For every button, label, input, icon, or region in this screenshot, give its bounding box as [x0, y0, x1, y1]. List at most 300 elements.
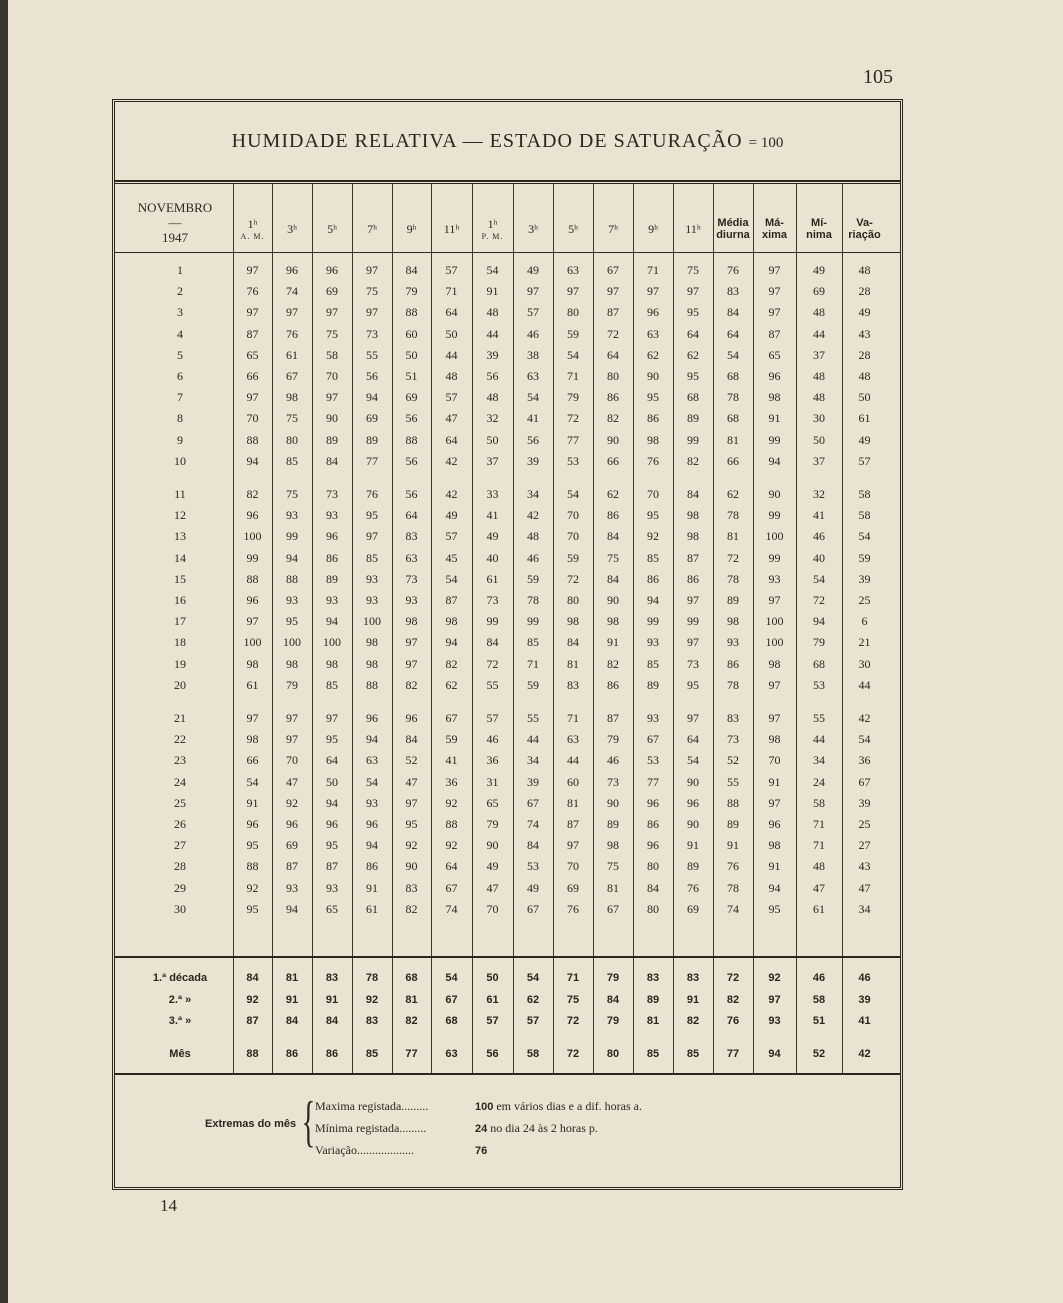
table-cell: 79: [607, 732, 619, 747]
table-cell: 94: [647, 593, 659, 607]
table-cell: 98: [246, 656, 259, 671]
table-cell: 86: [687, 571, 699, 586]
table-cell: 43: [858, 859, 871, 874]
table-cell: 85: [527, 635, 539, 650]
table-cell: 90: [647, 369, 659, 383]
table-cell: 71: [813, 838, 825, 853]
table-cell: 57: [445, 390, 458, 405]
table-cell: 44: [813, 326, 825, 341]
table-cell: 70: [567, 508, 579, 523]
column-header-hour: 5ʰ: [568, 221, 578, 236]
table-cell: 67: [445, 711, 458, 725]
table-cell: 87: [286, 859, 298, 874]
table-cell: 49: [858, 432, 871, 447]
table-cell: 96: [246, 817, 259, 831]
day-label: 23: [174, 753, 186, 768]
day-label: 11: [174, 487, 186, 501]
table-cell: 97: [687, 711, 699, 725]
table-cell: 84: [607, 571, 619, 586]
table-cell: 54: [567, 487, 579, 501]
table-cell: 64: [445, 859, 458, 874]
table-cell: 63: [366, 753, 378, 768]
table-cell: 80: [647, 901, 659, 916]
table-cell: 54: [486, 263, 499, 277]
table-cell: 70: [246, 411, 259, 426]
table-cell: 73: [366, 326, 378, 341]
table-cell: 45: [445, 550, 458, 565]
var-label: Variação...................: [315, 1143, 414, 1157]
table-cell: 54: [567, 347, 579, 362]
summary-cell: 93: [768, 1015, 781, 1027]
table-cell: 56: [405, 453, 418, 468]
table-cell: 36: [445, 774, 458, 789]
summary-cell: 56: [486, 1048, 499, 1060]
table-cell: 96: [768, 369, 781, 383]
table-cell: 42: [858, 711, 871, 725]
table-cell: 34: [527, 487, 539, 501]
summary-cell: 68: [405, 972, 418, 984]
table-cell: 96: [326, 529, 338, 544]
table-cell: 77: [366, 453, 378, 468]
table-cell: 72: [567, 411, 579, 426]
table-cell: 64: [687, 326, 699, 341]
table-cell: 46: [813, 529, 825, 544]
table-cell: 51: [405, 369, 418, 383]
table-cell: 97: [607, 284, 619, 299]
table-cell: 95: [687, 677, 699, 692]
table-cell: 86: [607, 390, 619, 405]
table-cell: 83: [727, 284, 739, 299]
column-header-sub: diurna: [716, 229, 750, 241]
table-cell: 98: [768, 838, 781, 853]
table-cell: 93: [366, 571, 378, 586]
table-cell: 48: [486, 390, 499, 405]
day-label: 8: [177, 411, 183, 426]
table-cell: 57: [858, 453, 871, 468]
table-cell: 28: [858, 284, 871, 299]
table-cell: 76: [647, 453, 659, 468]
table-cell: 85: [647, 656, 659, 671]
table-cell: 32: [486, 411, 499, 426]
table-cell: 93: [326, 593, 338, 607]
summary-cell: 86: [325, 1048, 339, 1060]
table-cell: 57: [527, 305, 539, 320]
table-cell: 70: [326, 369, 338, 383]
table-cell: 58: [326, 347, 338, 362]
table-cell: 48: [527, 529, 539, 544]
table-cell: 37: [813, 453, 825, 468]
table-cell: 97: [768, 677, 781, 692]
table-cell: 94: [246, 453, 259, 468]
table-cell: 86: [647, 571, 659, 586]
table-cell: 67: [445, 880, 458, 895]
table-cell: 80: [286, 432, 298, 447]
table-cell: 68: [727, 369, 739, 383]
table-cell: 97: [246, 305, 259, 320]
day-label: 25: [174, 795, 186, 810]
summary-label: 3.ª »: [168, 1015, 192, 1027]
table-cell: 56: [527, 432, 539, 447]
table-cell: 84: [326, 453, 338, 468]
month-label: NOVEMBRO: [137, 200, 213, 215]
table-cell: 62: [727, 487, 739, 501]
table-cell: 21: [858, 635, 871, 650]
table-cell: 98: [366, 635, 378, 650]
table-cell: 70: [567, 529, 579, 544]
day-label: 15: [174, 571, 186, 586]
table-cell: 69: [286, 838, 298, 853]
day-label: 30: [174, 901, 186, 916]
table-cell: 57: [445, 263, 458, 277]
table-cell: 69: [567, 880, 579, 895]
column-header-sub: riação: [848, 229, 881, 241]
table-cell: 89: [727, 817, 739, 831]
summary-cell: 51: [812, 1015, 826, 1027]
summary-cell: 79: [606, 1015, 620, 1027]
table-cell: 59: [567, 550, 579, 565]
table-cell: 97: [286, 732, 298, 747]
table-cell: 75: [607, 859, 619, 874]
day-label: 14: [174, 550, 186, 565]
table-cell: 99: [768, 550, 781, 565]
summary-cell: 83: [646, 972, 660, 984]
table-cell: 28: [858, 347, 871, 362]
table-cell: 48: [858, 263, 871, 277]
table-cell: 96: [687, 795, 699, 810]
book-page: [8, 0, 1063, 1303]
day-label: 17: [174, 614, 186, 629]
summary-cell: 42: [858, 1048, 871, 1060]
table-cell: 99: [647, 614, 659, 629]
summary-cell: 54: [445, 972, 458, 984]
table-cell: 55: [727, 774, 739, 789]
summary-cell: 91: [686, 994, 700, 1006]
table-cell: 77: [567, 432, 579, 447]
column-header-hour: Má-: [765, 217, 784, 229]
summary-cell: 57: [526, 1015, 540, 1027]
table-cell: 65: [246, 347, 259, 362]
table-cell: 47: [813, 880, 825, 895]
summary-cell: 61: [486, 994, 499, 1006]
table-cell: 97: [527, 284, 539, 299]
summary-cell: 52: [812, 1048, 826, 1060]
table-cell: 97: [326, 711, 338, 725]
min-label: Mínima registada.........: [315, 1121, 427, 1135]
table-cell: 55: [486, 677, 499, 692]
day-label: 18: [174, 635, 186, 650]
table-cell: 66: [246, 753, 259, 768]
column-header-sub: nima: [806, 229, 832, 241]
summary-label: 1.ª década: [152, 972, 208, 984]
table-cell: 94: [286, 550, 298, 565]
table-cell: 76: [366, 487, 378, 501]
summary-cell: 83: [686, 972, 700, 984]
table-cell: 58: [858, 487, 871, 501]
table-cell: 91: [768, 411, 781, 426]
table-cell: 86: [607, 508, 619, 523]
table-cell: 96: [647, 795, 659, 810]
summary-cell: 80: [606, 1048, 620, 1060]
table-cell: 66: [246, 369, 259, 383]
table-frame: [112, 99, 903, 1190]
summary-cell: 92: [768, 972, 781, 984]
table-cell: 97: [405, 795, 418, 810]
table-cell: 63: [527, 369, 539, 383]
table-cell: 74: [286, 284, 298, 299]
table-cell: 84: [405, 263, 418, 277]
table-cell: 100: [363, 614, 381, 629]
table-cell: 83: [567, 677, 579, 692]
table-cell: 72: [486, 656, 499, 671]
table-cell: 91: [486, 284, 499, 299]
column-header-sub: xima: [761, 229, 788, 241]
table-cell: 63: [647, 326, 659, 341]
day-label: 21: [174, 711, 186, 725]
day-label: 27: [174, 838, 186, 853]
table-cell: 34: [813, 753, 825, 768]
table-cell: 54: [366, 774, 378, 789]
table-cell: 88: [405, 432, 418, 447]
summary-bottom-rule: [115, 1073, 900, 1075]
table-cell: 97: [768, 795, 781, 810]
summary-cell: 46: [858, 972, 871, 984]
table-cell: 98: [286, 390, 298, 405]
page-number: 105: [863, 66, 893, 88]
table-cell: 97: [768, 284, 781, 299]
table-cell: 97: [405, 656, 418, 671]
summary-cell: 85: [686, 1048, 700, 1060]
table-cell: 57: [445, 529, 458, 544]
summary-cell: 58: [812, 994, 826, 1006]
table-cell: 99: [687, 614, 699, 629]
table-cell: 90: [607, 432, 619, 447]
table-cell: 97: [326, 305, 338, 320]
table-cell: 92: [647, 529, 659, 544]
column-header: [352, 203, 392, 255]
table-cell: 64: [607, 347, 619, 362]
table-cell: 83: [405, 880, 418, 895]
table-cell: 89: [326, 432, 338, 447]
table-cell: 68: [687, 390, 699, 405]
table-cell: 84: [727, 305, 739, 320]
table-cell: 49: [813, 263, 825, 277]
day-label: 29: [174, 880, 186, 895]
table-cell: 56: [405, 411, 418, 426]
table-cell: 81: [567, 795, 579, 810]
table-cell: 70: [567, 859, 579, 874]
title-text: HUMIDADE RELATIVA — ESTADO DE SATURAÇÃO: [231, 130, 743, 152]
column-header-hour: 7ʰ: [608, 221, 618, 236]
table-cell: 98: [768, 656, 781, 671]
table-cell: 74: [527, 817, 539, 831]
table-cell: 67: [607, 901, 619, 916]
table-cell: 74: [727, 901, 739, 916]
table-cell: 47: [486, 880, 499, 895]
table-cell: 41: [527, 411, 539, 426]
table-cell: 87: [687, 550, 699, 565]
table-cell: 54: [858, 732, 871, 747]
min-note: no dia 24 às 2 horas p.: [490, 1121, 598, 1135]
table-cell: 66: [607, 453, 619, 468]
table-cell: 84: [405, 732, 418, 747]
table-cell: 68: [727, 411, 739, 426]
table-cell: 66: [727, 453, 739, 468]
table-cell: 63: [567, 263, 579, 277]
table-cell: 65: [768, 347, 781, 362]
table-cell: 90: [607, 593, 619, 607]
summary-cell: 97: [768, 994, 781, 1006]
table-cell: 97: [567, 284, 579, 299]
summary-cell: 41: [858, 1015, 871, 1027]
table-cell: 64: [326, 753, 338, 768]
summary-cell: 68: [445, 1015, 458, 1027]
table-cell: 61: [366, 901, 378, 916]
table-cell: 87: [607, 305, 619, 320]
table-cell: 87: [326, 859, 338, 874]
table-cell: 99: [527, 614, 539, 629]
table-cell: 43: [858, 326, 871, 341]
table-cell: 53: [647, 753, 659, 768]
table-cell: 87: [607, 711, 619, 725]
table-cell: 44: [527, 732, 539, 747]
table-cell: 97: [687, 635, 699, 650]
table-cell: 96: [246, 593, 259, 607]
table-cell: 94: [366, 838, 378, 853]
column-header-hour: Va-: [856, 217, 873, 229]
table-cell: 93: [286, 593, 298, 607]
table-cell: 100: [243, 635, 262, 650]
table-cell: 25: [858, 817, 871, 831]
table-cell: 81: [567, 656, 579, 671]
table-cell: 79: [405, 284, 418, 299]
table-cell: 49: [527, 263, 539, 277]
table-cell: 84: [527, 838, 539, 853]
table-cell: 88: [727, 795, 739, 810]
day-label: 4: [177, 326, 183, 341]
table-cell: 76: [246, 284, 259, 299]
table-cell: 76: [286, 326, 298, 341]
table-cell: 83: [405, 529, 418, 544]
table-cell: 90: [607, 795, 619, 810]
footer-number: 14: [160, 1196, 177, 1215]
table-cell: 97: [246, 614, 259, 629]
table-cell: 53: [527, 859, 539, 874]
table-cell: 44: [486, 326, 499, 341]
table-cell: 97: [286, 711, 298, 725]
table-cell: 95: [647, 508, 659, 523]
day-label: 20: [174, 677, 186, 692]
table-cell: 47: [445, 411, 458, 426]
table-cell: 64: [687, 732, 699, 747]
table-cell: 98: [246, 732, 259, 747]
table-cell: 48: [858, 369, 871, 383]
summary-cell: 81: [285, 972, 299, 984]
table-cell: 95: [687, 369, 699, 383]
column-header: [513, 203, 553, 255]
table-cell: 88: [405, 305, 418, 320]
table-cell: 55: [813, 711, 825, 725]
column-header-hour: Mí-: [811, 217, 827, 229]
table-cell: 87: [445, 593, 458, 607]
table-cell: 54: [445, 571, 458, 586]
var-value-line: [475, 1142, 487, 1158]
table-cell: 95: [366, 508, 378, 523]
table-cell: 69: [326, 284, 338, 299]
table-cell: 89: [366, 432, 378, 447]
table-cell: 78: [727, 677, 739, 692]
summary-cell: 84: [325, 1015, 339, 1027]
extremes-title: Extremas do mês: [205, 1118, 297, 1130]
table-cell: 93: [366, 795, 378, 810]
table-cell: 75: [286, 411, 298, 426]
table-cell: 72: [567, 571, 579, 586]
table-cell: 56: [486, 369, 499, 383]
table-cell: 85: [366, 550, 378, 565]
column-header-hour: 7ʰ: [367, 221, 377, 236]
table-cell: 41: [813, 508, 825, 523]
summary-cell: 83: [325, 972, 339, 984]
table-cell: 69: [687, 901, 699, 916]
table-cell: 91: [768, 859, 781, 874]
header-top-rule: [115, 180, 900, 182]
table-cell: 69: [813, 284, 825, 299]
column-header-hour: 11ʰ: [443, 221, 460, 236]
table-cell: 59: [527, 571, 539, 586]
table-cell: 50: [486, 432, 499, 447]
table-cell: 86: [607, 677, 619, 692]
table-cell: 97: [246, 263, 259, 277]
table-cell: 93: [647, 711, 659, 725]
table-cell: 48: [813, 390, 825, 405]
var-value: 76: [475, 1145, 488, 1157]
column-header: [431, 203, 472, 255]
column-header: [593, 203, 633, 255]
table-cell: 58: [813, 795, 825, 810]
table-cell: 81: [727, 432, 739, 447]
min-value: 24: [475, 1123, 488, 1135]
table-cell: 69: [366, 411, 378, 426]
table-cell: 82: [445, 656, 458, 671]
table-cell: 39: [858, 571, 871, 586]
table-cell: 89: [647, 677, 659, 692]
table-cell: 39: [527, 774, 539, 789]
summary-cell: 46: [812, 972, 826, 984]
table-cell: 56: [405, 487, 418, 501]
table-cell: 46: [607, 753, 619, 768]
summary-label: Mês: [169, 1048, 191, 1060]
table-cell: 99: [768, 508, 781, 523]
day-label: 7: [177, 390, 183, 405]
table-cell: 89: [326, 571, 338, 586]
table-cell: 46: [486, 732, 499, 747]
table-cell: 27: [858, 838, 871, 853]
month-header: [125, 200, 225, 245]
table-cell: 100: [243, 529, 262, 544]
table-cell: 85: [286, 453, 298, 468]
table-cell: 95: [647, 390, 659, 405]
table-cell: 46: [527, 550, 539, 565]
table-cell: 67: [286, 369, 298, 383]
table-cell: 93: [326, 508, 338, 523]
table-cell: 100: [765, 635, 784, 650]
table-cell: 97: [687, 284, 699, 299]
table-cell: 37: [813, 347, 825, 362]
table-cell: 90: [687, 817, 699, 831]
table-cell: 98: [445, 614, 458, 629]
table-cell: 48: [486, 305, 499, 320]
table-cell: 67: [527, 795, 539, 810]
table-cell: 61: [858, 411, 871, 426]
